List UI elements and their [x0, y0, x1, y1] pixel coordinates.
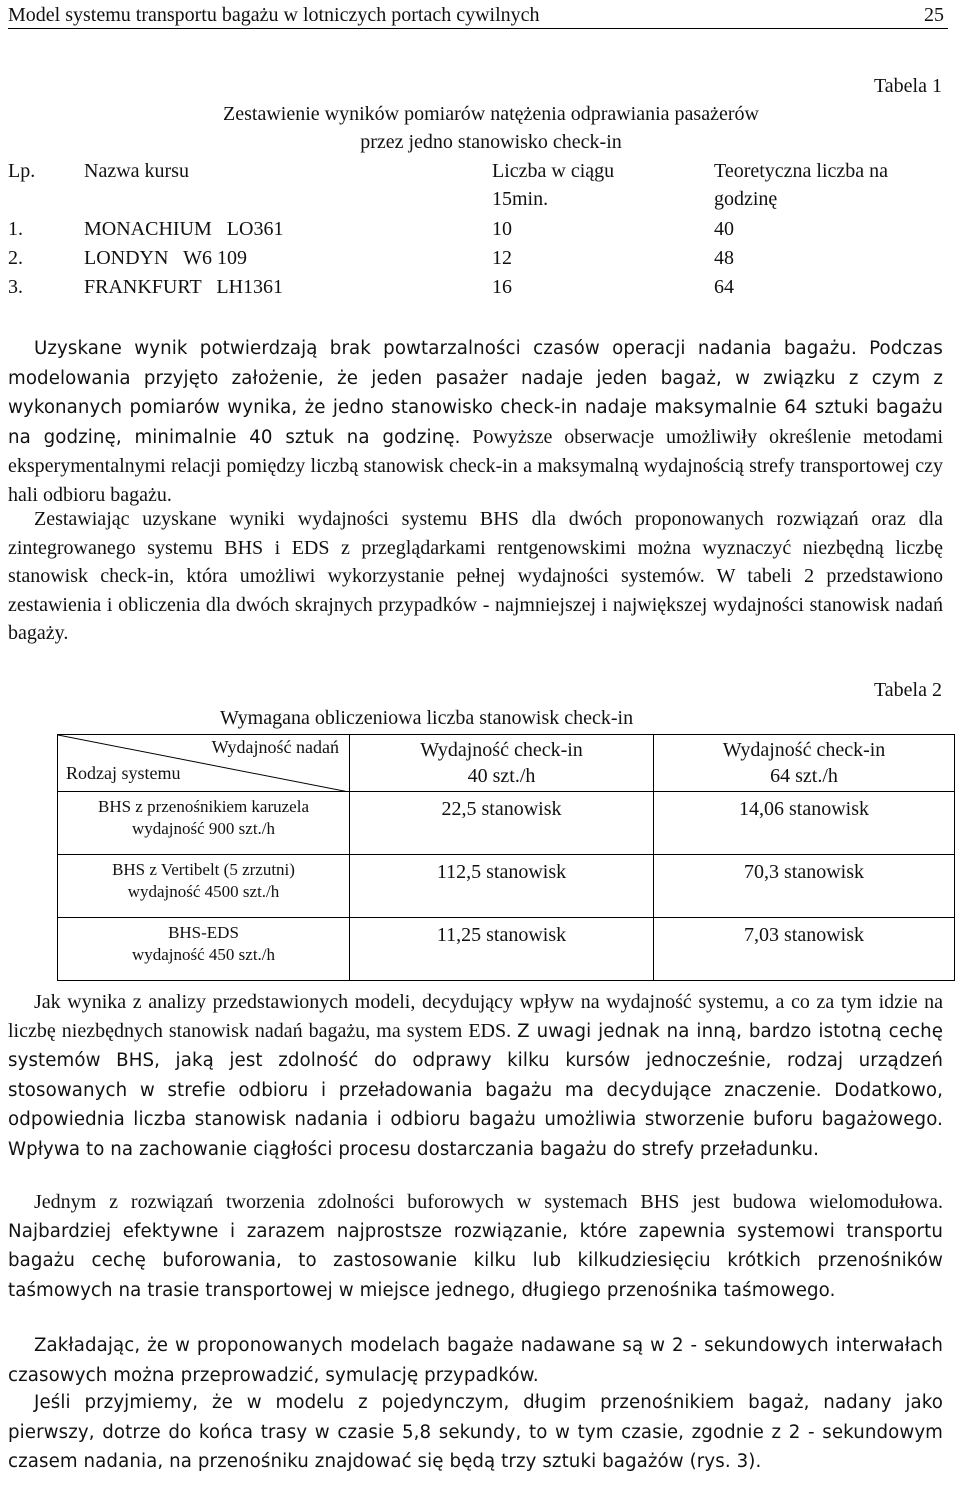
paragraph-results: [8, 334, 943, 510]
header-title: Model systemu transportu bagażu w lotniczych portach cywilnych: [8, 4, 540, 26]
row-name-line2: wydajność 4500 szt./h: [127, 882, 280, 901]
table2-caption: Wymagana obliczeniowa liczba stanowisk check-in: [220, 707, 634, 729]
table2-value: 7,03 stanowisk: [654, 918, 955, 981]
table1-row-theory: 64: [714, 276, 734, 298]
table2-row-name: [58, 855, 350, 918]
table1-row-name: MONACHIUM LO361: [84, 218, 284, 240]
row-name-line1: BHS z przenośnikiem karuzela: [97, 797, 309, 816]
table-row: [58, 792, 955, 855]
row-name-line1: BHS-EDS: [168, 923, 239, 942]
table1-row-theory: 40: [714, 218, 734, 240]
paragraph-buffer: [8, 1188, 943, 1305]
corner-bottom-label: Rodzaj systemu: [66, 763, 181, 783]
table2-row-name: [58, 792, 350, 855]
row-name-line2: wydajność 900 szt./h: [131, 819, 276, 838]
table1-header-theory: Teoretyczna liczba na: [714, 160, 889, 182]
table2-row-name: [58, 918, 350, 981]
table1-row-count: 12: [492, 247, 512, 269]
table2-col-header: [654, 735, 955, 792]
paragraph-buffer-serif: Jednym z rozwiązań tworzenia zdolności buforowych w systemach BHS jest budowa wielomodułowa.: [34, 1191, 943, 1213]
paragraph-analysis: [8, 988, 943, 1165]
paragraph-single-conveyor: [8, 1388, 943, 1477]
table1-header-count-unit: 15min.: [492, 188, 549, 210]
table2-value: 14,06 stanowisk: [654, 792, 955, 855]
table1-row-name: LONDYN W6 109: [84, 247, 247, 269]
paragraph-results-serif: Powyższe obserwacje umożliwiły określenie metodami eksperymentalnymi relacji pomiędzy liczbą stanowisk check-in a maksymalną wydajnością strefy transportowej czy hali odbioru bagażu.: [8, 425, 943, 506]
table-row: [58, 918, 955, 981]
table1-caption-line1: Zestawienie wyników pomiarów natężenia odprawiania pasażerów: [223, 103, 759, 125]
table1-header-theory-unit: godzinę: [714, 188, 778, 210]
table2-value: 22,5 stanowisk: [350, 792, 654, 855]
paragraph-buffer-sans: Najbardziej efektywne i zarazem najprostsze rozwiązanie, które zapewnia systemowi transportu bagażu cechę buforowania, to zastosowanie kilku lub kilkudziesięciu krótkich przenośników taśmowych na trasie transportowej w miejsce jednego, długiego przenośnika taśmowego.: [8, 1220, 943, 1301]
col-header-line1: Wydajność check-in: [420, 739, 583, 761]
table2-header-row: [58, 735, 955, 792]
paragraph-single-conveyor-text: Jeśli przyjmiemy, że w modelu z pojedynczym, długim przenośnikiem bagaż, nadany jako pierwszy, dotrze do końca trasy w czasie 5,8 sekundy, to w tym czasie, zgodnie z 2 - sekundowym czasem nadania, na przenośniku znajdować się będą trzy sztuki bagażów (rys. 3).: [8, 1392, 943, 1473]
row-name-line1: BHS z Vertibelt (5 zrzutni): [112, 860, 295, 879]
table1-row-lp: 2.: [8, 247, 23, 269]
table1-header-name: Nazwa kursu: [84, 160, 189, 182]
table1-header-count: Liczba w ciągu: [492, 160, 615, 182]
paragraph-comparison-text: Zestawiając uzyskane wyniki wydajności systemu BHS dla dwóch proponowanych rozwiązań oraz dla zintegrowanego systemu BHS i EDS z przeglądarkami rentgenowskimi można wyznaczyć niezbędną liczbę stanowisk check-in, która umożliwi wykorzystanie pełnej wydajności systemów. W tabeli 2 przedstawiono zestawienia i obliczenia dla dwóch skrajnych przypadków - najmniejszej i największej wydajności stanowisk nadań bagaży.: [8, 508, 943, 645]
table2-col-header: [350, 735, 654, 792]
table1-row-lp: 3.: [8, 276, 23, 298]
table2-value: 70,3 stanowisk: [654, 855, 955, 918]
paragraph-analysis-sans: Z uwagi jednak na inną, bardzo istotną cechę systemów BHS, jaką jest zdolność do odprawy kilku kursów jednocześnie, rodzaj urządzeń stosowanych w strefie odbioru i przeładowania bagażu ma decydujące znaczenie. Dodatkowo, odpowiednia liczba stanowisk nadania i odbioru bagażu umożliwia stworzenie buforu bagażowego. Wpływa to na zachowanie ciągłości procesu dostarczania bagażu do strefy przeładunku.: [8, 1020, 944, 1160]
table2-value: 11,25 stanowisk: [350, 918, 654, 981]
table2-label: Tabela 2: [873, 679, 942, 701]
running-header: [8, 2, 948, 29]
paragraph-simulation: [8, 1331, 943, 1390]
table1-row-theory: 48: [714, 247, 734, 269]
paragraph-simulation-text: Zakładając, że w proponowanych modelach bagaże nadawane są w 2 - sekundowych interwałach czasowych można przeprowadzić, symulację przypadków.: [8, 1335, 943, 1386]
table2-corner-cell: [58, 735, 350, 792]
col-header-line2: 64 szt./h: [770, 765, 838, 787]
table1-row-name: FRANKFURT LH1361: [84, 276, 284, 298]
table1-row-count: 10: [492, 218, 512, 240]
table1-caption-line2: przez jedno stanowisko check-in: [360, 131, 622, 153]
page-number: 25: [924, 4, 944, 26]
col-header-line2: 40 szt./h: [467, 765, 536, 787]
table1-label: Tabela 1: [873, 75, 942, 97]
table2-value: 112,5 stanowisk: [350, 855, 654, 918]
table2: [57, 734, 955, 981]
paragraph-analysis-serif: Jak wynika z analizy przedstawionych modeli, decydujący wpływ na wydajność systemu, a co za tym idzie na liczbę niezbędnych stanowisk nadań bagażu, ma system EDS.: [8, 991, 943, 1042]
table1-header-lp: Lp.: [8, 160, 36, 182]
paragraph-comparison: [8, 505, 943, 648]
corner-top-label: Wydajność nadań: [211, 737, 339, 757]
row-name-line2: wydajność 450 szt./h: [131, 945, 276, 964]
table1-row-lp: 1.: [8, 218, 23, 240]
paragraph-results-sans: Uzyskane wynik potwierdzają brak powtarzalności czasów operacji nadania bagażu. Podczas modelowania przyjęto założenie, że jeden pasażer nadaje jeden bagaż, w związku z czym z wykonanych pomiarów wynika, że jedno stanowisko check-in nadaje maksymalnie 64 sztuki bagażu na godzinę, minimalnie 40 sztuk na godzinę.: [8, 338, 943, 448]
table1-row-count: 16: [492, 276, 512, 298]
table-row: [58, 855, 955, 918]
col-header-line1: Wydajność check-in: [722, 739, 886, 761]
